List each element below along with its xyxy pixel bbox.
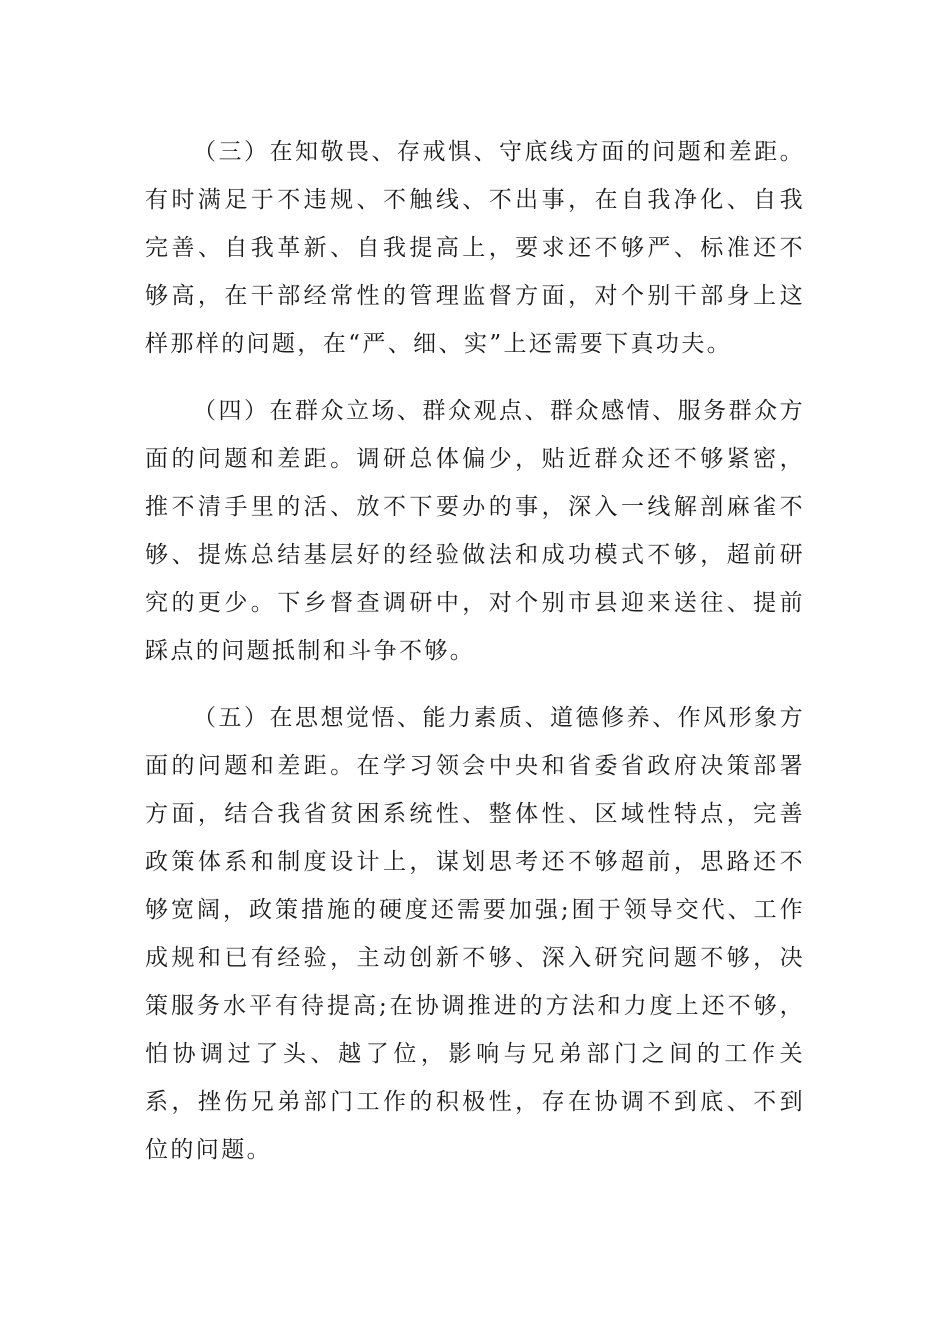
- document-body: [145, 128, 805, 1193]
- paragraph-section-4: （四）在群众立场、群众观点、群众感情、服务群众方面的问题和差距。调研总体偏少，贴近群众还不够紧密，推不清手里的活、放不下要办的事，深入一线解剖麻雀不够、提炼总结基层好的经验做法和成功模式不够，超前研究的更少。下乡督查调研中，对个别市县迎来送往、提前踩点的问题抵制和斗争不够。: [145, 398, 805, 664]
- paragraph-section-3: （三）在知敬畏、存戒惧、守底线方面的问题和差距。有时满足于不违规、不触线、不出事，在自我净化、自我完善、自我革新、自我提高上，要求还不够严、标准还不够高，在干部经常性的管理监督方面，对个别干部身上这样那样的问题，在“严、细、实”上还需要下真功夫。: [145, 139, 805, 357]
- paragraph-section-5: （五）在思想觉悟、能力素质、道德修养、作风形象方面的问题和差距。在学习领会中央和省委省政府决策部署方面，结合我省贫困系统性、整体性、区域性特点，完善政策体系和制度设计上，谋划思考还不够超前，思路还不够宽阔，政策措施的硬度还需要加强;囿于领导交代、工作成规和已有经验，主动创新不够、深入研究问题不够，决策服务水平有待提高;在协调推进的方法和力度上还不够，怕协调过了头、越了位，影响与兄弟部门之间的工作关系，挫伤兄弟部门工作的积极性，存在协调不到底、不到位的问题。: [145, 705, 805, 1163]
